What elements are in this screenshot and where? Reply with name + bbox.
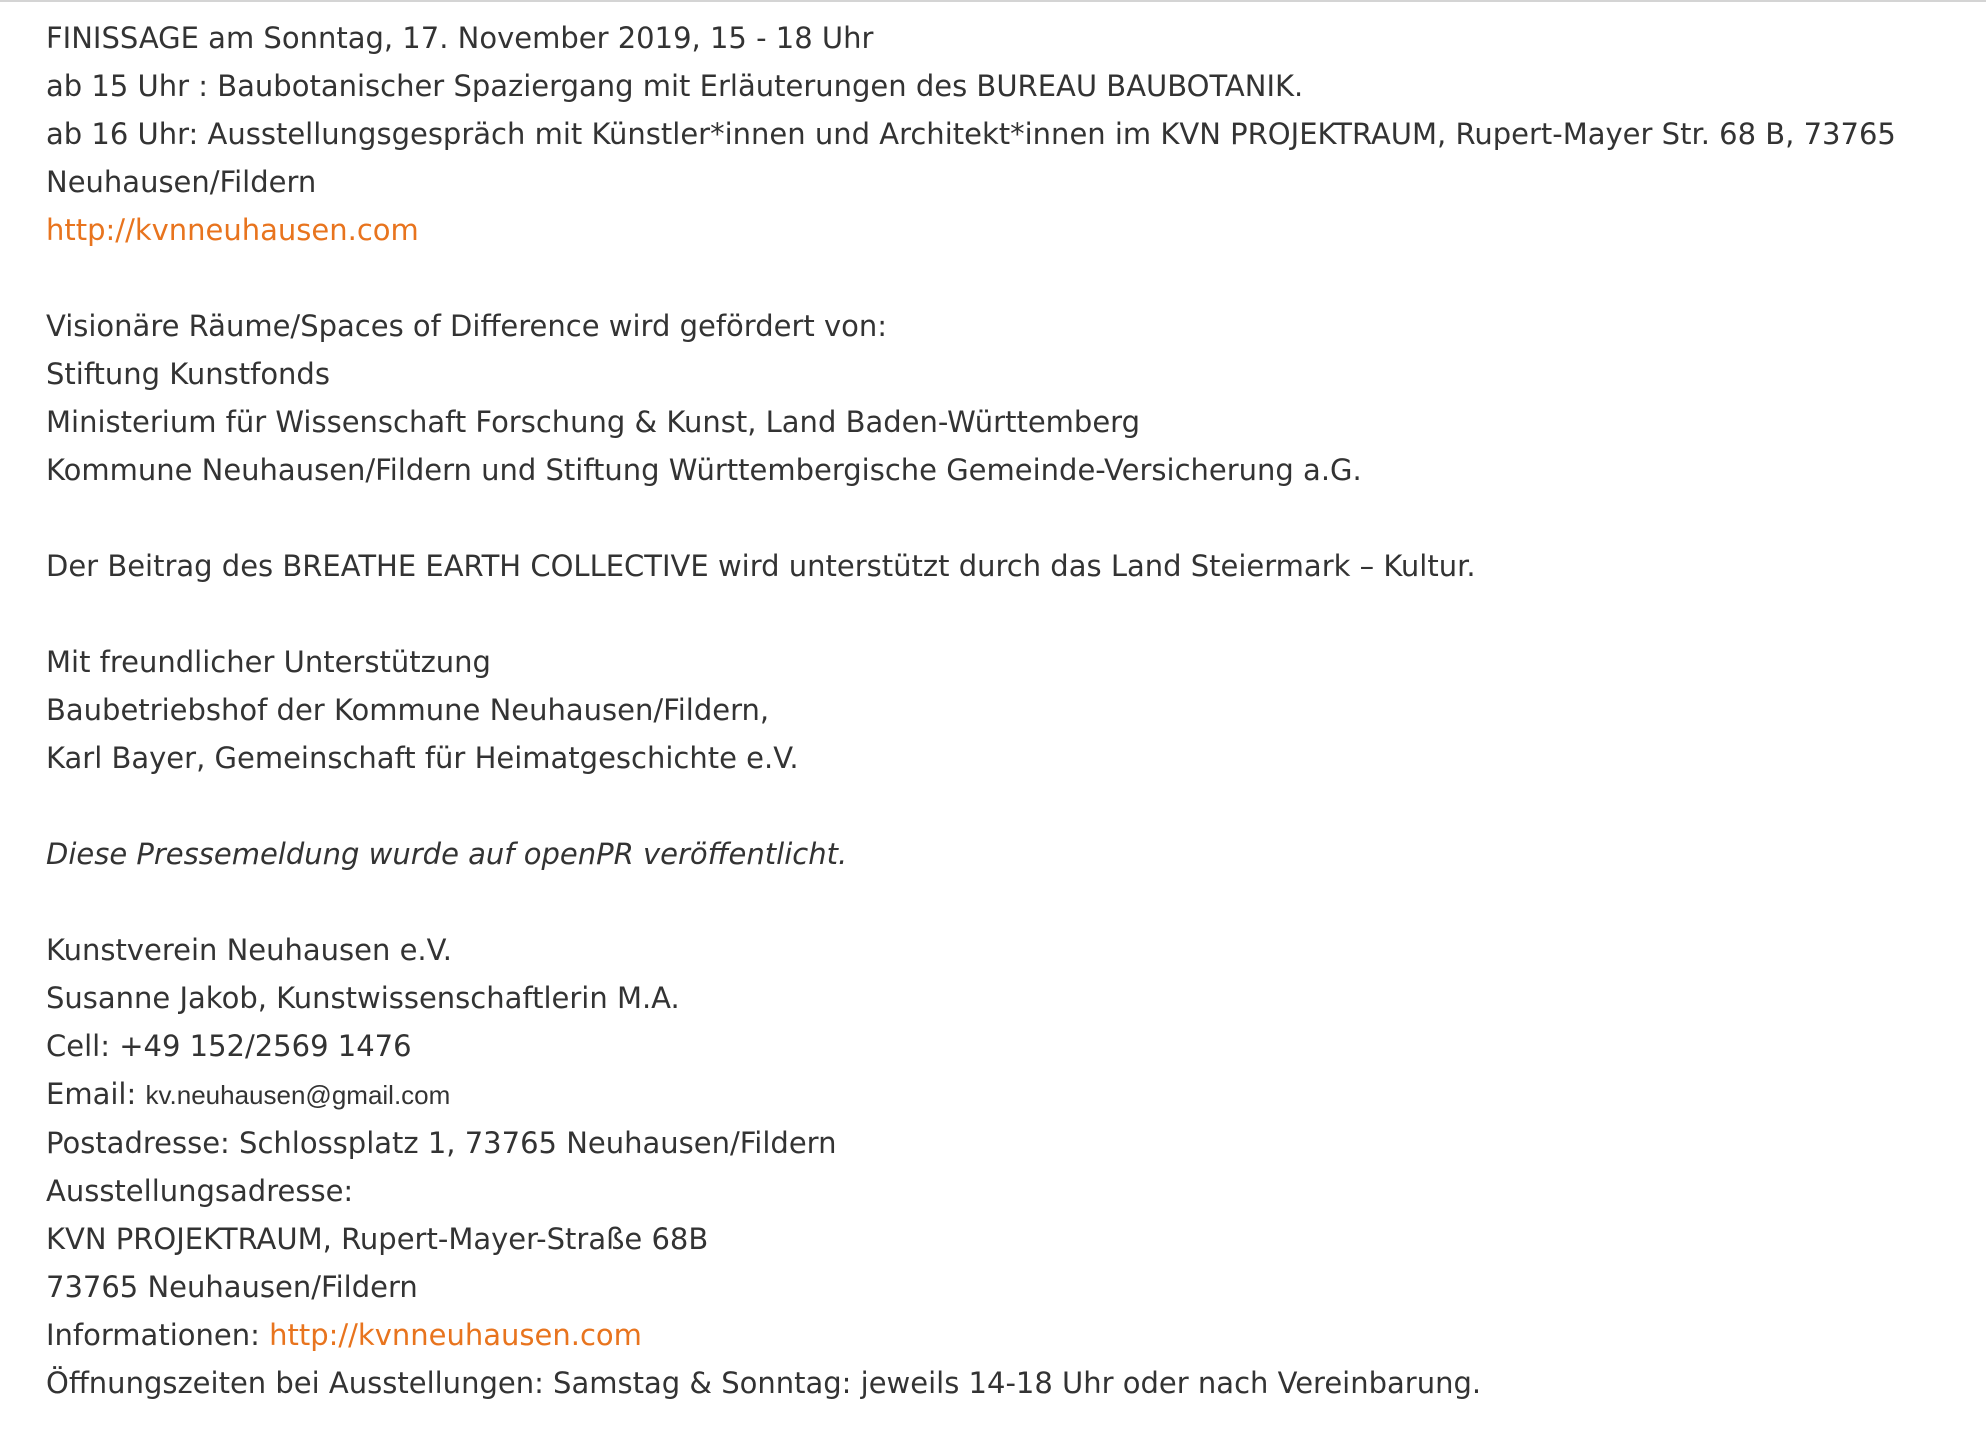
support-item: Karl Bayer, Gemeinschaft für Heimatgeschichte e.V. — [46, 741, 799, 775]
contact-person: Susanne Jakob, Kunstwissenschaftlerin M.A. — [46, 981, 680, 1015]
press-release-body — [46, 14, 1946, 1407]
info-row — [46, 1311, 1946, 1359]
contact-email-row — [46, 1070, 1946, 1119]
kvn-website-link[interactable]: http://kvnneuhausen.com — [46, 213, 419, 247]
finissage-talk-line2: Neuhausen/Fildern — [46, 165, 317, 199]
finissage-link-row — [46, 206, 1946, 254]
spacer — [46, 254, 1946, 302]
sponsor-item: Stiftung Kunstfonds — [46, 357, 330, 391]
exhibition-city: 73765 Neuhausen/Fildern — [46, 1270, 418, 1304]
sponsor-item: Ministerium für Wissenschaft Forschung & Kunst, Land Baden-Württemberg — [46, 405, 1140, 439]
contact-cell: Cell: +49 152/2569 1476 — [46, 1029, 412, 1063]
exhibition-label: Ausstellungsadresse: — [46, 1174, 354, 1208]
email-label: Email: — [46, 1077, 137, 1111]
finissage-walk: ab 15 Uhr : Baubotanischer Spaziergang mit Erläuterungen des BUREAU BAUBOTANIK. — [46, 69, 1304, 103]
spacer — [46, 878, 1946, 926]
finissage-heading: FINISSAGE am Sonntag, 17. November 2019, 15 - 18 Uhr — [46, 21, 874, 55]
info-website-link[interactable]: http://kvnneuhausen.com — [269, 1318, 642, 1352]
exhibition-street: KVN PROJEKTRAUM, Rupert-Mayer-Straße 68B — [46, 1222, 709, 1256]
spacer — [46, 590, 1946, 638]
press-note: Diese Pressemeldung wurde auf openPR veröffentlicht. — [46, 837, 848, 871]
opening-hours: Öffnungszeiten bei Ausstellungen: Samstag & Sonntag: jeweils 14-18 Uhr oder nach Vereinbarung. — [46, 1366, 1482, 1400]
contact-org: Kunstverein Neuhausen e.V. — [46, 933, 452, 967]
spacer — [46, 782, 1946, 830]
support-item: Baubetriebshof der Kommune Neuhausen/Fildern, — [46, 693, 770, 727]
email-address: kv.neuhausen@gmail.com — [145, 1080, 451, 1110]
info-label: Informationen: — [46, 1318, 260, 1352]
funding-intro: Visionäre Räume/Spaces of Difference wird gefördert von: — [46, 309, 888, 343]
breathe-earth-note: Der Beitrag des BREATHE EARTH COLLECTIVE wird unterstützt durch das Land Steiermark – Kultur. — [46, 549, 1476, 583]
top-divider — [0, 0, 1986, 2]
finissage-talk-line1: ab 16 Uhr: Ausstellungsgespräch mit Künstler*innen und Architekt*innen im KVN PROJEKTRAUM, Rupert-Mayer Str. 68 B, 73765 — [46, 117, 1896, 151]
contact-postal: Postadresse: Schlossplatz 1, 73765 Neuhausen/Fildern — [46, 1126, 837, 1160]
support-intro: Mit freundlicher Unterstützung — [46, 645, 491, 679]
spacer — [46, 494, 1946, 542]
sponsor-item: Kommune Neuhausen/Fildern und Stiftung Württembergische Gemeinde-Versicherung a.G. — [46, 453, 1362, 487]
